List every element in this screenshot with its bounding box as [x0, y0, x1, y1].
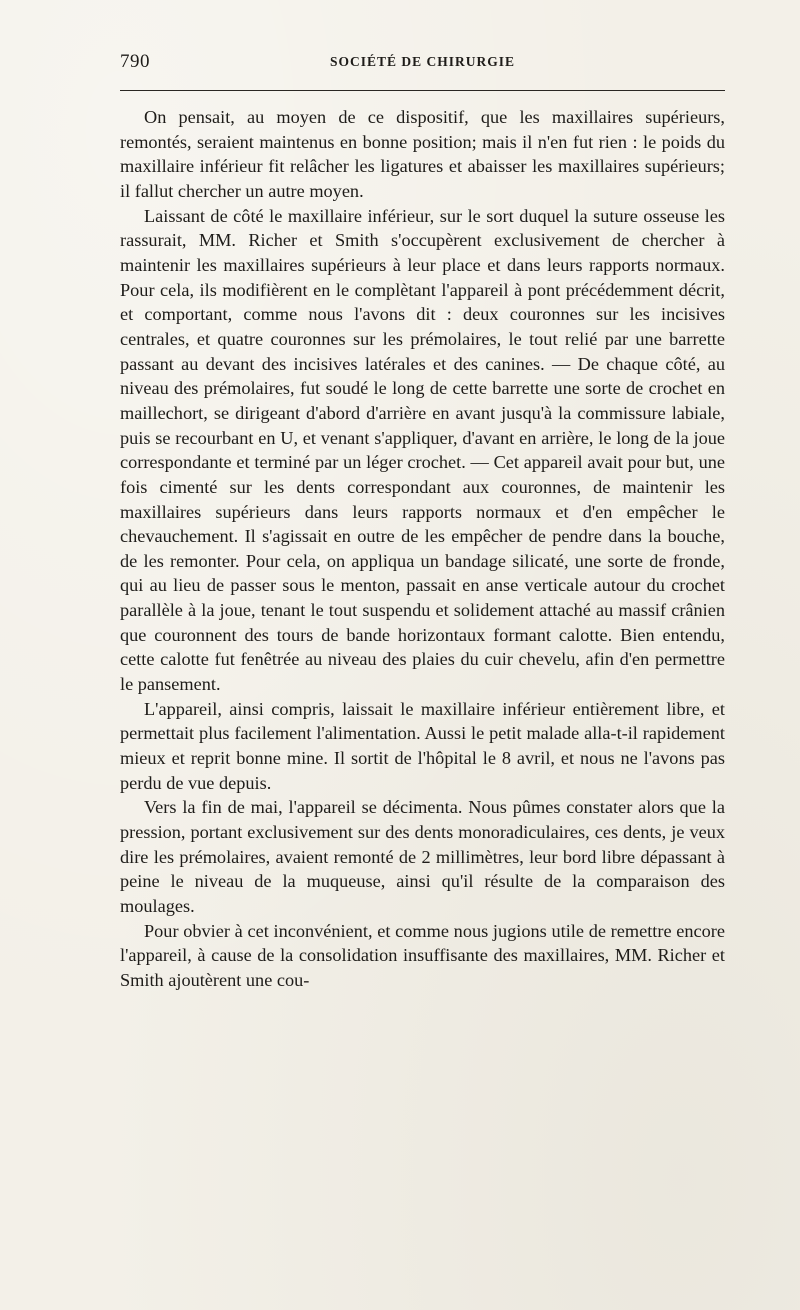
running-head [120, 50, 725, 74]
page-number: 790 [120, 51, 150, 72]
paragraph-4: Vers la fin de mai, l'appareil se décimenta. Nous pûmes constater alors que la pression, portant exclusivement sur des dents monoradiculaires, ces dents, je veux dire les prémolaires, avaient remonté de 2 millimètres, leur bord libre dépassant à peine le niveau de la muqueuse, ainsi qu'il résulte de la comparaison des moulages. [120, 797, 725, 916]
paragraph-5: Pour obvier à cet inconvénient, et comme nous jugions utile de remettre encore l'appareil, à cause de la consolidation insuffisante des maxillaires, MM. Richer et Smith ajoutèrent une cou- [120, 920, 725, 990]
body-text [120, 105, 725, 993]
header-rule [120, 90, 725, 91]
running-title: SOCIÉTÉ DE CHIRURGIE [329, 54, 516, 69]
paragraph-2: Laissant de côté le maxillaire inférieur, sur le sort duquel la suture osseuse les rassurait, MM. Richer et Smith s'occupèrent exclusivement de chercher à maintenir les maxillaires supérieurs à leur place et dans leurs rapports normaux. Pour cela, ils modifièrent en le complètant l'appareil à pont précédemment décrit, et comportant, comme nous l'avons dit : deux couronnes sur les incisives centrales, et quatre couronnes sur les prémolaires, le tout relié par une barrette passant au devant des incisives latérales et des canines. — De chaque côté, au niveau des prémolaires, fut soudé le long de cette barrette une sorte de crochet en maillechort, se dirigeant d'abord d'arrière en avant jusqu'à la commissure labiale, puis se recourbant en U, et venant s'appliquer, d'avant en arrière, le long de la joue correspondante et terminé par un léger crochet. — Cet appareil avait pour but, une fois cimenté sur les dents correspondant aux couronnes, de maintenir les maxillaires supérieurs dans leurs rapports normaux et d'en empêcher le chevauchement. Il s'agissait en outre de les empêcher de pendre dans la bouche, de les remonter. Pour cela, on appliqua un bandage silicaté, une sorte de fronde, qui au lieu de passer sous le menton, passait en anse verticale autour du crochet parallèle à la joue, tenant le tout suspendu et solidement attaché au massif crânien que couronnent des tours de bande horizontaux formant calotte. Bien entendu, cette calotte fut fenêtrée au niveau des plaies du cuir chevelu, afin d'en permettre le pansement. [120, 205, 725, 695]
paragraph-3: L'appareil, ainsi compris, laissait le maxillaire inférieur entièrement libre, et permettait plus facilement l'alimentation. Aussi le petit malade alla-t-il rapidement mieux et reprit bonne mine. Il sortit de l'hôpital le 8 avril, et nous ne l'avons pas perdu de vue depuis. [120, 698, 725, 793]
paragraph-1: On pensait, au moyen de ce dispositif, que les maxillaires supérieurs, remontés, seraient maintenus en bonne position; mais il n'en fut rien : le poids du maxillaire inférieur fit relâcher les ligatures et abaisser les maxillaires supérieurs; il fallut chercher un autre moyen. [120, 107, 725, 201]
